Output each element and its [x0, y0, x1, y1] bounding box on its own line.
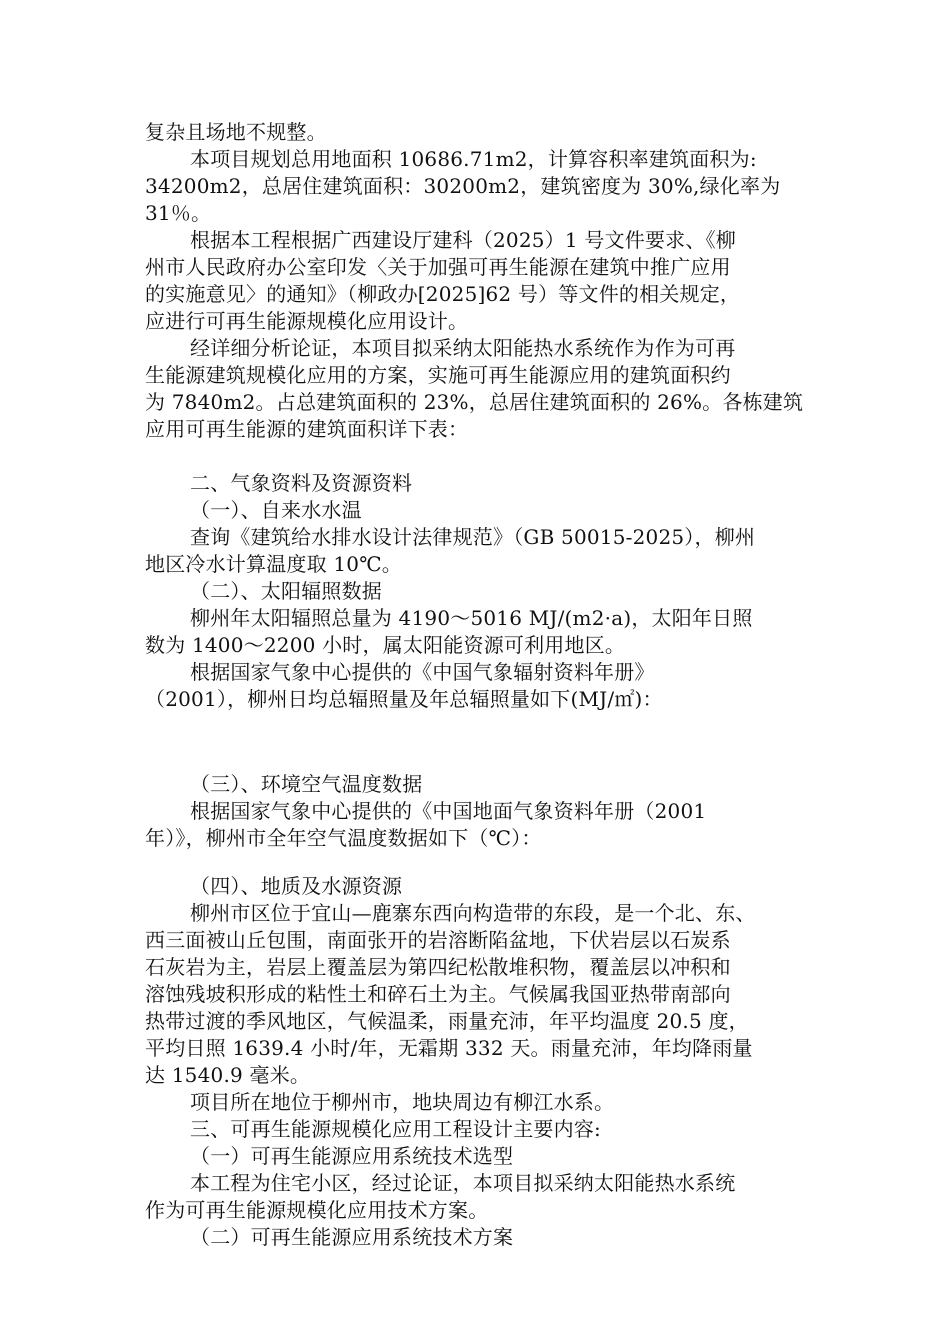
body-text-line: 为 7840m2。占总建筑面积的 23%，总居住建筑面积的 26%。各栋建筑 [145, 390, 804, 414]
body-text-line: 柳州市区位于宜山—鹿寨东西向构造带的东段，是一个北、东、 [190, 901, 756, 925]
subsection-heading: （二）可再生能源应用系统技术方案 [190, 1225, 514, 1249]
section-heading: 二、气象资料及资源资料 [190, 471, 413, 495]
body-text-line: 查询《建筑给水排水设计法律规范》（GB 50015-2025），柳州 [190, 525, 756, 549]
body-text-line: 热带过渡的季风地区，气候温柔，雨量充沛，年平均温度 20.5 度， [145, 1009, 749, 1033]
body-text-line: 州市人民政府办公室印发〈关于加强可再生能源在建筑中推广应用 [145, 255, 731, 279]
body-text-line: 数为 1400～2200 小时，属太阳能资源可利用地区。 [145, 633, 626, 657]
body-text-line: 应进行可再生能源规模化应用设计。 [145, 309, 469, 333]
body-text-line: 溶蚀残坡积形成的粘性土和碎石土为主。气候属我国亚热带南部向 [145, 982, 731, 1006]
body-text-line: 作为可再生能源规模化应用技术方案。 [145, 1198, 489, 1222]
body-text-line: 根据本工程根据广西建设厅建科（2025）1 号文件要求、《柳 [190, 228, 736, 252]
subsection-heading: （三）、环境空气温度数据 [190, 772, 423, 796]
body-text-line: 平均日照 1639.4 小时/年，无霜期 332 天。雨量充沛，年均降雨量 [145, 1036, 753, 1060]
body-text-line: 应用可再生能源的建筑面积详下表： [145, 417, 469, 441]
subsection-heading: （一）可再生能源应用系统技术选型 [190, 1144, 514, 1168]
body-text-line: 本项目规划总用地面积 10686.71m2，计算容积率建筑面积为: [190, 147, 757, 171]
body-text-line: 的实施意见〉的通知》（柳政办[2025]62 号）等文件的相关规定， [145, 282, 741, 306]
body-text-line: 西三面被山丘包围，南面张开的岩溶断陷盆地，下伏岩层以石炭系 [145, 928, 731, 952]
body-text-line: 石灰岩为主，岩层上覆盖层为第四纪松散堆积物，覆盖层以冲积和 [145, 955, 731, 979]
body-text-line: 根据国家气象中心提供的《中国地面气象资料年册（2001 [190, 799, 707, 823]
subsection-heading: （一）、自来水水温 [190, 498, 362, 522]
body-text-line: 年）》，柳州市全年空气温度数据如下（℃）： [145, 826, 542, 850]
section-heading: 三、可再生能源规模化应用工程设计主要内容: [190, 1117, 601, 1141]
body-text-line: 达 1540.9 毫米。 [145, 1063, 311, 1087]
body-text-line: 34200m2，总居住建筑面积：30200m2，建筑密度为 30%,绿化率为 [145, 174, 781, 198]
subsection-heading: （二）、太阳辐照数据 [190, 579, 382, 603]
subsection-heading: （四）、地质及水源资源 [190, 874, 403, 898]
body-text-line: 生能源建筑规模化应用的方案，实施可再生能源应用的建筑面积约 [145, 363, 731, 387]
body-text-line: （2001），柳州日均总辐照量及年总辐照量如下(MJ/㎡)： [145, 687, 663, 711]
body-text-line: 本工程为住宅小区，经过论证，本项目拟采纳太阳能热水系统 [190, 1171, 736, 1195]
body-text-line: 31％。 [145, 201, 212, 225]
body-text-line: 柳州年太阳辐照总量为 4190～5016 MJ/(m2·a)，太阳年日照 [190, 606, 753, 630]
body-text-line: 地区冷水计算温度取 10℃。 [145, 552, 402, 576]
body-text-line: 根据国家气象中心提供的《中国气象辐射资料年册》 [190, 660, 655, 684]
body-text-line: 复杂且场地不规整。 [145, 120, 327, 144]
body-text-line: 经详细分析论证，本项目拟采纳太阳能热水系统作为作为可再 [190, 336, 736, 360]
body-text-line: 项目所在地位于柳州市，地块周边有柳江水系。 [190, 1090, 615, 1114]
